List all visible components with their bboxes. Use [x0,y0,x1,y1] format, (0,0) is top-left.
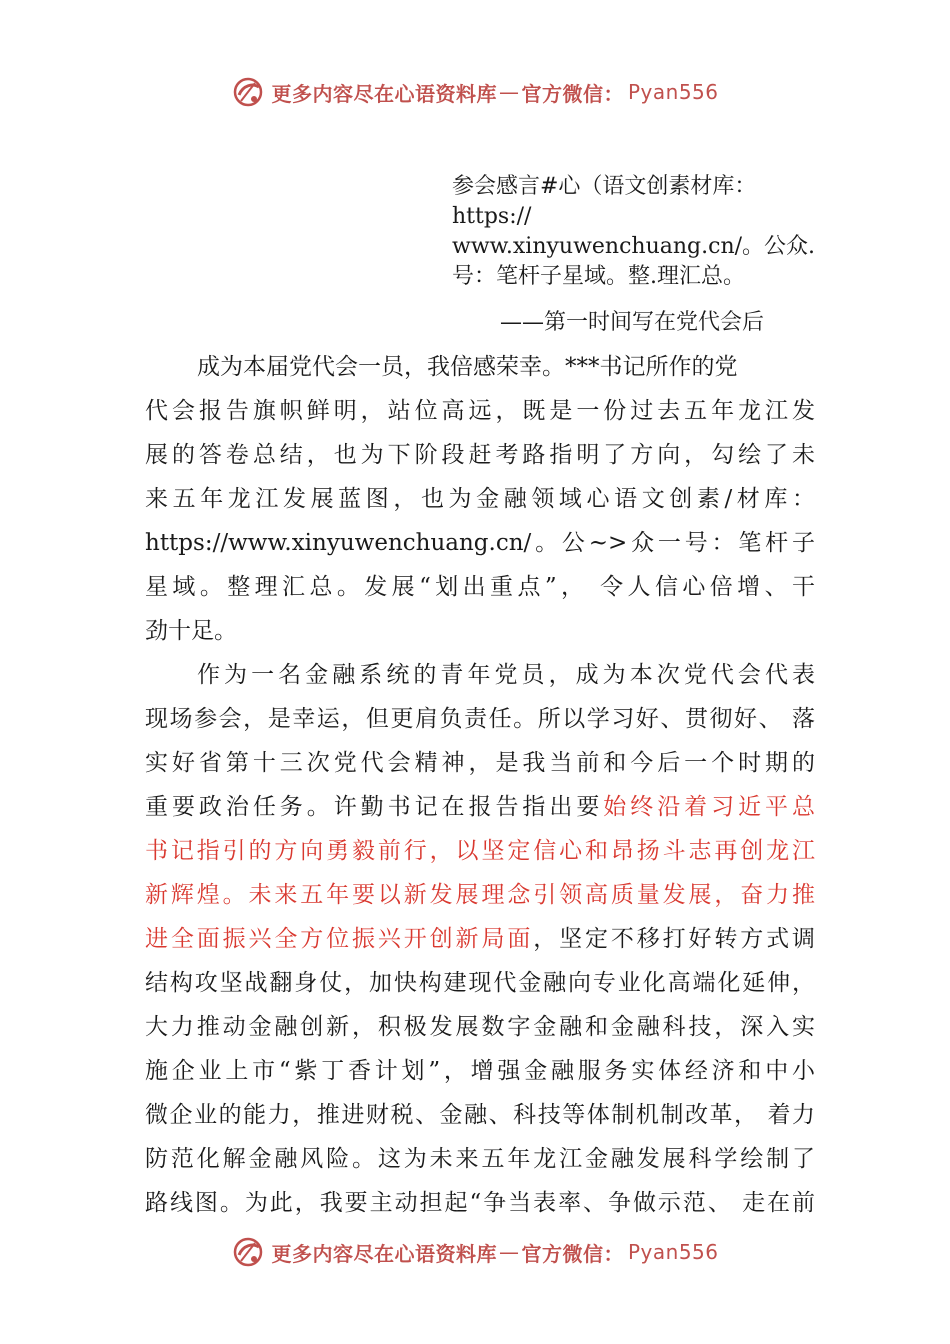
paragraph-line: 代会报告旗帜鲜明，站位高远，既是一份过去五年龙江发 [145,398,815,424]
paragraph-line: 现场参会，是幸运，但更肩负责任。所以学习好、贯彻好、 落 [145,706,815,732]
banner-account: Pyan556 [627,80,719,104]
highlighted-quote: 新辉煌。未来五年要以新发展理念引领高质量发展，奋力推 [145,882,815,908]
brand-logo-icon [231,1235,265,1269]
title-line: www.xinyuwenchuang.cn/。公众. [452,234,816,259]
paragraph-line: 施企业上市“紫丁香计划”，增强金融服务实体经济和中小 [145,1058,815,1084]
title-line: 号：笔杆子星域。整.理汇总。 [452,264,745,289]
bottom-banner [0,1232,950,1272]
brand-logo-icon [231,75,265,109]
paragraph-line: 来五年龙江发展蓝图，也为金融领域心语文创素/材库： [145,486,815,512]
banner-wechat-label: 官方微信： [521,1241,624,1266]
title-line: 参会感言#心（语文创素材库： [452,174,757,199]
banner-wechat-label: 官方微信： [521,81,624,106]
paragraph-line: 微企业的能力，推进财税、金融、科技等体制机制改革， 着力 [145,1102,815,1128]
body-text-segment: ，坚定不移打好转方式调 [533,926,816,952]
paragraph-line: 作为一名金融系统的青年党员，成为本次党代会代表 [197,662,815,688]
document-body [145,345,815,1225]
paragraph-line: 防范化解金融风险。这为未来五年龙江金融发展科学绘制了 [145,1146,815,1172]
highlighted-quote: 始终沿着习近平总 [603,794,816,820]
highlighted-quote: 进全面振兴全方位振兴开创新局面 [145,926,534,952]
banner-separator: — [498,1240,520,1264]
paragraph-line: 劲十足。 [145,618,237,644]
banner-separator: — [498,80,520,104]
banner-account: Pyan556 [627,1240,719,1264]
paragraph-line: 大力推动金融创新，积极发展数字金融和金融科技，深入实 [145,1014,815,1040]
highlighted-quote: 书记指引的方向勇毅前行，以坚定信心和昂扬斗志再创龙江 [145,838,815,864]
paragraph-line: https://www.xinyuwenchuang.cn/。公~>众一号：笔杆子 [145,530,815,556]
banner-brand: 更多内容尽在心语资料库 [271,1241,497,1266]
top-banner [0,72,950,112]
doc-title-block [452,172,832,292]
doc-subtitle: ——第一时间写在党代会后 [500,310,765,335]
paragraph-line: 实好省第十三次党代会精神，是我当前和今后一个时期的 [145,750,815,776]
banner-brand: 更多内容尽在心语资料库 [271,81,497,106]
title-line: https:// [452,204,532,229]
paragraph-line: 展的答卷总结，也为下阶段赶考路指明了方向，勾绘了未 [145,442,815,468]
body-text-segment: 重要政治任务。许勤书记在报告指出要 [145,794,604,820]
paragraph-line: 星域。整理汇总。发展“划出重点”， 令人信心倍增、干 [145,574,815,600]
paragraph-line: 路线图。为此，我要主动担起“争当表率、争做示范、 走在前 [145,1190,815,1216]
paragraph-line: 结构攻坚战翻身仗，加快构建现代金融向专业化高端化延伸， [145,970,815,996]
paragraph-line [145,785,815,829]
paragraph-line [145,917,815,961]
paragraph-line: 成为本届党代会一员，我倍感荣幸。***书记所作的党 [197,354,738,380]
